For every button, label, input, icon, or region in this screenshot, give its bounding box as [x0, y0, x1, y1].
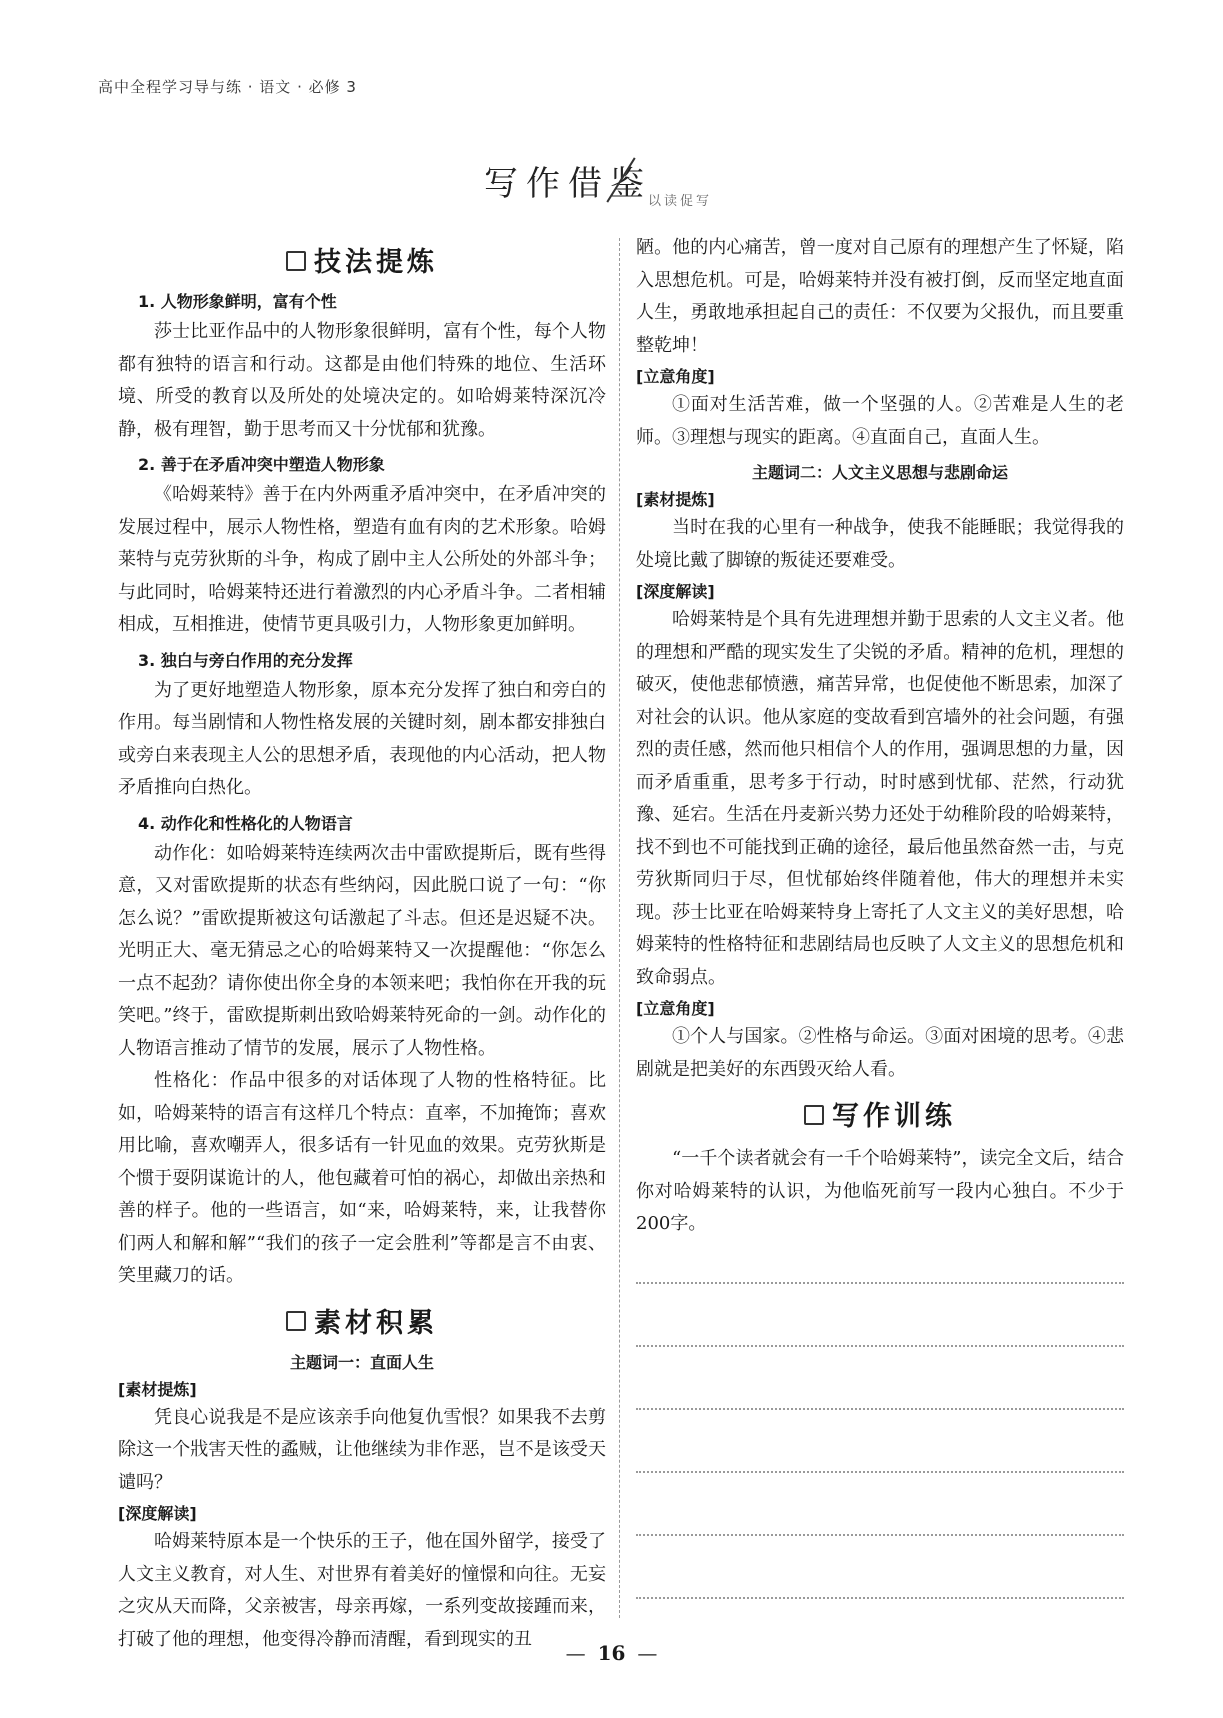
tag-deep-reading: [深度解读]	[118, 1504, 197, 1523]
technique-heading-2: 2. 善于在矛盾冲突中塑造人物形象	[138, 455, 385, 474]
answer-line[interactable]	[636, 1407, 1124, 1410]
technique-text-4b: 性格化：作品中很多的对话体现了人物的性格特征。比如，哈姆莱特的语言有这样几个特点：直率，不加掩饰；喜欢用比喻，喜欢嘲弄人，很多话有一针见血的效果。克劳狄斯是个惯于耍阴谋诡计的人，他包藏着可怕的祸心，却做出亲热和善的样子。他的一些语言，如“来，哈姆莱特，来，让我替你们两人和解和解”“我们的孩子一定会胜利”等都是言不由衷、笑里藏刀的话。	[118, 1070, 606, 1286]
deep-reading-text-2: 哈姆莱特是个具有先进理想并勤于思索的人文主义者。他的理想和严酷的现实发生了尖锐的矛盾。精神的危机，理想的破灭，使他悲郁愤懑，痛苦异常，也促使他不断思索，加深了对社会的认识。他从家庭的变故看到宫墙外的社会问题，有强烈的责任感，然而他只相信个人的作用，强调思想的力量，因而矛盾重重，思考多于行动，时时感到忧郁、茫然，行动犹豫、延宕。生活在丹麦新兴势力还处于幼稚阶段的哈姆莱特，找不到也不可能找到正确的途径，最后他虽然奋然一击，与克劳狄斯同归于尽，但忧郁始终伴随着他，伟大的理想并未实现。莎士比亚在哈姆莱特身上寄托了人文主义的美好思想，哈姆莱特的性格特征和悲剧结局也反映了人文主义的思想危机和致命弱点。	[636, 609, 1124, 988]
section-marker-icon	[286, 1311, 306, 1331]
deep-reading-text-1: 哈姆莱特原本是一个快乐的王子，他在国外留学，接受了人文主义教育，对人生、对世界有着美好的憧憬和向往。无妄之灾从天而降，父亲被害，母亲再嫁，一系列变故接踵而来，打破了他的理想，他变得冷静而清醒，看到现实的丑	[118, 1531, 606, 1650]
material-text-2: 当时在我的心里有一种战争，使我不能睡眠；我觉得我的处境比戴了脚镣的叛徒还要难受。	[636, 517, 1124, 571]
tag-material: [素材提炼]	[636, 490, 715, 509]
angle-text-1: ①面对生活苦难，做一个坚强的人。②苦难是人生的老师。③理想与现实的距离。④直面自己，直面人生。	[636, 394, 1124, 448]
theme-heading-2: 主题词二：人文主义思想与悲剧命运	[751, 463, 1008, 482]
answer-line[interactable]	[636, 1281, 1124, 1284]
right-column	[636, 232, 1124, 1659]
answer-lines[interactable]	[636, 1281, 1124, 1599]
tag-angle: [立意角度]	[636, 367, 715, 386]
section-banner	[470, 150, 760, 210]
material-text-1: 凭良心说我是不是应该亲手向他复仇雪恨？如果我不去剪除这一个戕害天性的蟊贼，让他继续为非作恶，岂不是该受天谴吗？	[118, 1406, 606, 1493]
tag-material: [素材提炼]	[118, 1379, 197, 1399]
technique-text-4a: 动作化：如哈姆莱特连续两次击中雷欧提斯后，既有些得意，又对雷欧提斯的状态有些纳闷，因此脱口说了一句：“你怎么说？”雷欧提斯被这句话激起了斗志。但还是迟疑不决。光明正大、毫无猜忌之心的哈姆莱特又一次提醒他：“你怎么一点不起劲？请你使出你全身的本领来吧；我怕你在开我的玩笑吧。”终于，雷欧提斯刺出致哈姆莱特死命的一剑。动作化的人物语言推动了情节的发展，展示了人物性格。	[118, 842, 606, 1059]
column-divider	[619, 238, 620, 1618]
page-number: — 16 —	[565, 1641, 658, 1665]
banner-subtitle: 以读促写	[648, 194, 713, 209]
tag-deep-reading: [深度解读]	[636, 582, 715, 601]
technique-heading-3: 3. 独白与旁白作用的充分发挥	[138, 650, 353, 670]
tag-angle: [立意角度]	[636, 999, 715, 1018]
section-heading-materials: 素材积累	[118, 1301, 606, 1340]
banner-title: 写作借鉴	[484, 164, 652, 204]
answer-line[interactable]	[636, 1533, 1124, 1536]
angle-text-2: ①个人与国家。②性格与命运。③面对困境的思考。④悲剧就是把美好的东西毁灭给人看。	[636, 1026, 1124, 1080]
section-marker-icon	[286, 251, 306, 271]
technique-text-1: 莎士比亚作品中的人物形象很鲜明，富有个性，每个人物都有独特的语言和行动。这都是由他们特殊的地位、生活环境、所受的教育以及所处的处境决定的。如哈姆莱特深沉冷静，极有理智，勤于思考而又十分忧郁和犹豫。	[118, 321, 606, 440]
technique-text-3: 为了更好地塑造人物形象，原本充分发挥了独白和旁白的作用。每当剧情和人物性格发展的关键时刻，剧本都安排独白或旁白来表现主人公的思想矛盾，表现他的内心活动，把人物矛盾推向白热化。	[118, 679, 606, 798]
theme-heading-1: 主题词一：直面人生	[289, 1352, 434, 1372]
left-column	[118, 232, 606, 1656]
section-heading-writing: 写作训练	[636, 1094, 1124, 1133]
section-heading-techniques: 技法提炼	[118, 240, 606, 279]
answer-line[interactable]	[636, 1470, 1124, 1473]
technique-heading-4: 4. 动作化和性格化的人物语言	[138, 813, 353, 833]
section-marker-icon	[804, 1105, 824, 1125]
answer-line[interactable]	[636, 1596, 1124, 1599]
technique-heading-1: 1. 人物形象鲜明，富有个性	[138, 292, 337, 311]
writing-task: “一千个读者就会有一千个哈姆莱特”，读完全文后，结合你对哈姆莱特的认识，为他临死前写一段内心独白。不少于200字。	[636, 1148, 1124, 1234]
answer-line[interactable]	[636, 1344, 1124, 1347]
deep-reading-text-1-cont: 陋。他的内心痛苦，曾一度对自己原有的理想产生了怀疑，陷入思想危机。可是，哈姆莱特并没有被打倒，反而坚定地直面人生，勇敢地承担起自己的责任：不仅要为父报仇，而且要重整乾坤！	[636, 237, 1124, 356]
technique-text-2: 《哈姆莱特》善于在内外两重矛盾冲突中，在矛盾冲突的发展过程中，展示人物性格，塑造有血有肉的艺术形象。哈姆莱特与克劳狄斯的斗争，构成了剧中主人公所处的外部斗争；与此同时，哈姆莱特还进行着激烈的内心矛盾斗争。二者相辅相成，互相推进，使情节更具吸引力，人物形象更加鲜明。	[118, 484, 606, 635]
running-head: 高中全程学习导与练 · 语文 · 必修 3	[98, 78, 357, 96]
